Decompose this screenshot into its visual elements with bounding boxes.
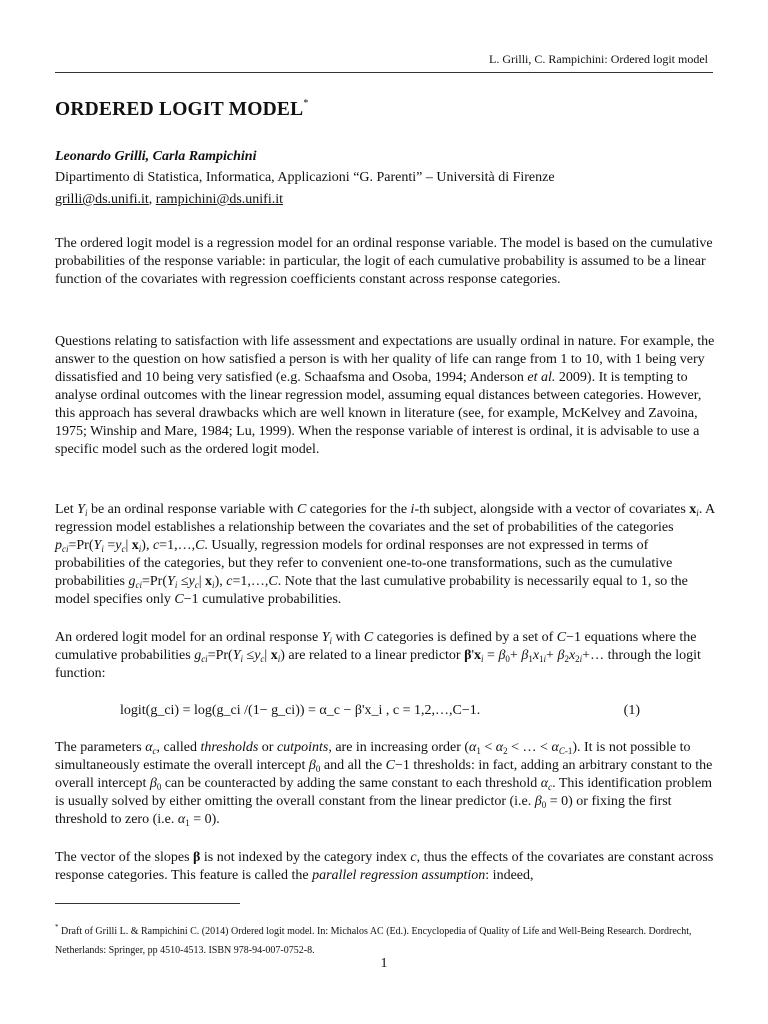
equation-1	[120, 703, 640, 719]
footnote-text: Draft of Grilli L. & Rampichini C. (2014) Ordered logit model. In: Michalos AC (Ed.). Encyclopedia of Quality of Life and Well-Being Research. Dordrecht, Netherlands: Springer, pp 4510-4513. ISBN 978-94-007-0752-8.	[55, 926, 692, 956]
footnote	[55, 918, 715, 960]
running-head: L. Grilli, C. Rampichini: Ordered logit model	[489, 52, 708, 66]
header-rule	[55, 72, 713, 73]
paragraph-thresholds: The parameters $\alpha_c$, called thresholds or cutpoints, are in increasing order ($\alpha_1 < \alpha_2$ < … < $\alpha_{C-1}$). It is not possible to simultaneously estimate the overall intercept $\beta_0$ and all the C−1 thresholds: in fact, adding an arbitrary constant to the overall intercept $\beta_0$ can be counteracted by adding the same constant to each threshold $\alpha_c$. This identification problem is usually solved by either omitting the overall constant from the linear predictor (i.e. $\beta_0 = 0$) or fixing the first threshold to zero (i.e. $\alpha_1 = 0$).	[55, 740, 713, 828]
paragraph-notation: Let $Y_i$ be an ordinal response variable with C categories for the i-th subject, alongside with a vector of covariates $x_i$. A regression model establishes a relationship between the covariates and the set of probabilities of the categories $p_{ci}=Pr(Y_i =y_c|$ $x_i$), c=1,…,C. Usually, regression models for ordinal responses are not expressed in terms of probabilities of the categories, but they refer to convenient one-to-one transformations, such as the cumulative probabilities $g_{ci}=Pr(Y_i \le y_c|$ $x_i$), c=1,…,C. Note that the last cumulative probability is necessarily equal to 1, so the model specifies only C−1 cumulative probabilities.	[55, 502, 715, 607]
author-line: Leonardo Grilli, Carla Rampichini	[55, 149, 257, 164]
paragraph-model-definition: An ordered logit model for an ordinal response $Y_i$ with C categories is defined by a set of C−1 equations where the cumulative probabilities $g_{ci}=Pr(Y_i \le y_c|$ $x_i$) are related to a linear predictor $\beta'x_i = \beta_0+ \beta_1x_{1i}+$ $\beta_2x_{2i}+\dots$ through the logit function:	[55, 630, 701, 681]
paragraph-abstract: The ordered logit model is a regression model for an ordinal response variable. The model is based on the cumulative probabilities of the response variable: in particular, the logit of each cumulative probability is assumed to be a linear function of the covariates with regression coefficients constant across response categories.	[55, 236, 713, 287]
footnote-mark: *	[55, 923, 59, 931]
paper-title	[55, 98, 309, 121]
paragraph-introduction: Questions relating to satisfaction with life assessment and expectations are usually ordinal in nature. For example, the answer to the question on how satisfied a person is with her quality of life can range from 1 to 10, with 1 being very dissatisfied and 10 being very satisfied (e.g. Schaafsma and Osoba, 1994; Anderson et al. 2009). It is tempting to analyse ordinal outcomes with the linear regression model, assuming equal distances between categories. However, this approach has several drawbacks which are well known in literature (see, for example, McKelvey and Zavoina, 1975; Winship and Mare, 1984; Lu, 1999). When the response variable of interest is ordinal, it is advisable to use a specific model such as the ordered logit model.	[55, 334, 715, 457]
title-text: ORDERED LOGIT MODEL	[55, 99, 304, 120]
equation-number: (1)	[623, 703, 640, 718]
paragraph-parallel-assumption: The vector of the slopes β is not indexed by the category index c, thus the effects of the covariates are constant across response categories. This feature is called the parallel regression assumption: indeed,	[55, 850, 714, 883]
email-link[interactable]: rampichini@ds.unifi.it	[155, 192, 284, 207]
affiliation: Dipartimento di Statistica, Informatica, Applicazioni “G. Parenti” – Università di Firenze	[55, 170, 555, 185]
page-number: 1	[380, 956, 388, 971]
email-line: grilli@ds.unifi.it, rampichini@ds.unifi.it	[55, 192, 284, 207]
equation-body: logit(g_ci) = log(g_ci /(1− g_ci)) = α_c − β'x_i , c = 1,2,…,C−1.	[120, 703, 481, 718]
footnote-rule	[55, 903, 240, 904]
title-footnote-mark[interactable]: *	[303, 98, 309, 109]
email-link[interactable]: grilli@ds.unifi.it	[55, 192, 149, 207]
